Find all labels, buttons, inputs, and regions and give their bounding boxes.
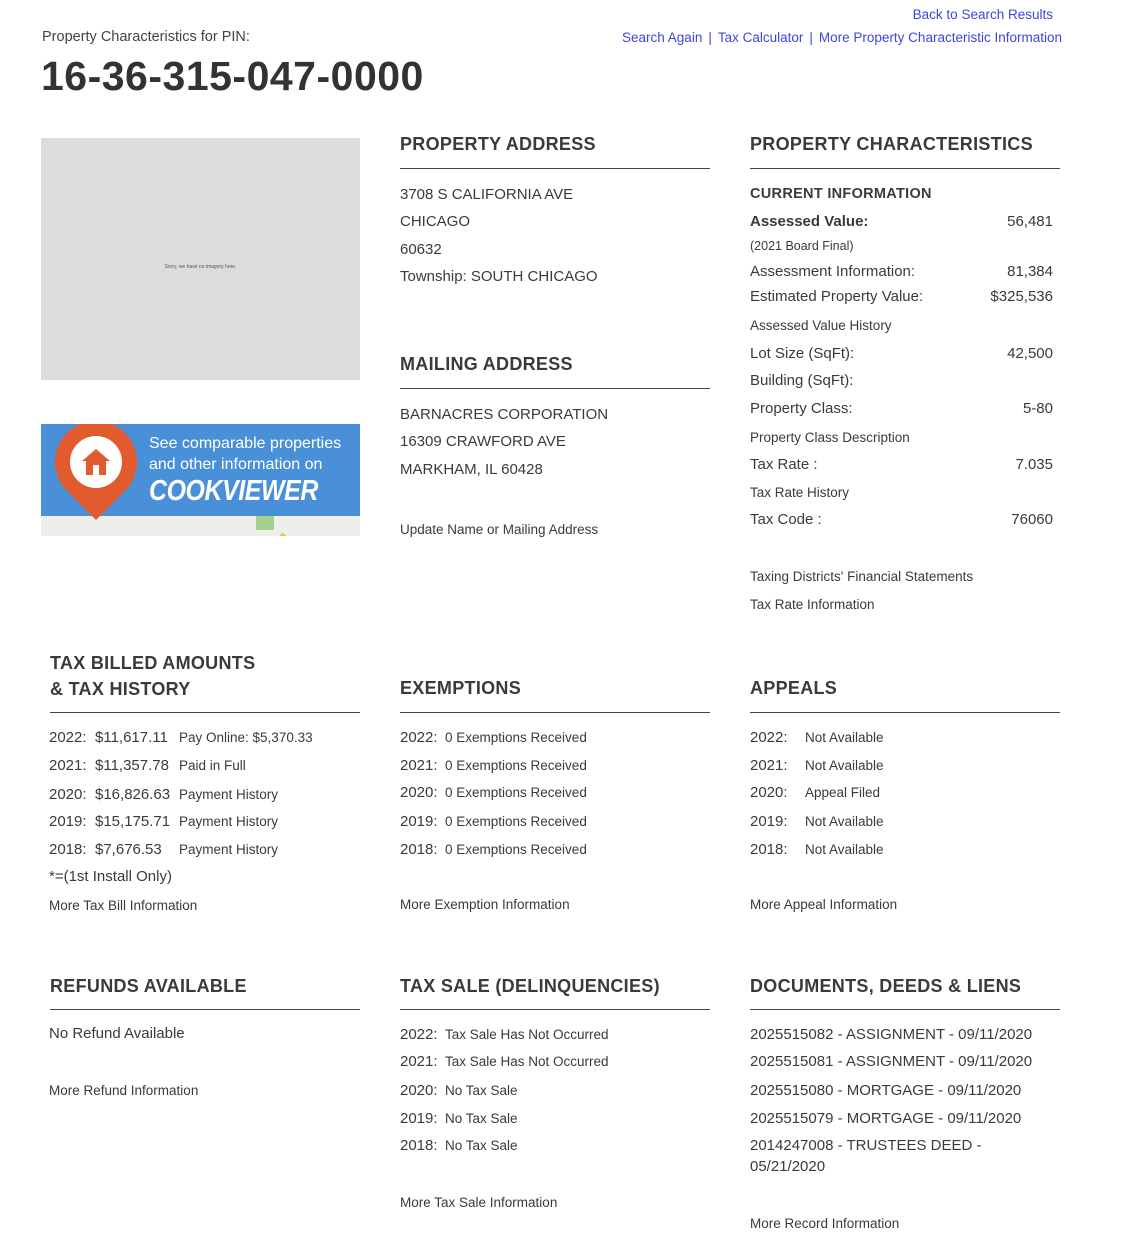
assessed-value-label: Assessed Value: <box>750 213 869 230</box>
banner-map-strip <box>41 516 360 536</box>
divider <box>400 712 710 713</box>
refunds-heading: REFUNDS AVAILABLE <box>50 976 247 996</box>
more-tax-sale-link[interactable]: More Tax Sale Information <box>400 1195 558 1210</box>
divider <box>750 712 1060 713</box>
nav-separator: | <box>809 30 813 45</box>
divider <box>50 712 360 713</box>
banner-map-park <box>256 516 274 530</box>
tax-sale-row-link[interactable]: Tax Sale Has Not Occurred <box>445 1027 609 1042</box>
tax-row-amount: $7,676.53 <box>95 841 162 858</box>
tax-calculator-link[interactable]: Tax Calculator <box>717 30 804 45</box>
cookviewer-banner[interactable] <box>41 424 360 536</box>
tax-sale-row-link[interactable]: Tax Sale Has Not Occurred <box>445 1054 609 1069</box>
divider <box>50 1009 360 1010</box>
appeal-row-link[interactable]: Not Available <box>805 842 884 857</box>
tax-row-year: 2018: <box>49 841 87 858</box>
appeal-row-year: 2018: <box>750 841 788 858</box>
assessment-info-value: 81,384 <box>1007 263 1053 280</box>
tax-rate-info-link[interactable]: Tax Rate Information <box>750 597 875 612</box>
address-street: 3708 S CALIFORNIA AVE <box>400 186 574 203</box>
appeal-row-year: 2021: <box>750 757 788 774</box>
pin-label: Property Characteristics for PIN: <box>42 29 250 45</box>
tax-billed-heading: TAX BILLED AMOUNTS <box>50 653 256 673</box>
update-mailing-link[interactable]: Update Name or Mailing Address <box>400 522 599 537</box>
assessed-value: 56,481 <box>1007 213 1053 230</box>
more-record-link[interactable]: More Record Information <box>750 1216 900 1231</box>
payment-history-link[interactable]: Payment History <box>179 814 279 829</box>
cookviewer-logo: COOKVIEWER <box>149 475 318 507</box>
address-city: CHICAGO <box>400 213 471 230</box>
top-nav <box>622 30 1062 45</box>
appeals-heading: APPEALS <box>750 678 838 698</box>
tax-sale-row-link[interactable]: No Tax Sale <box>445 1083 518 1098</box>
assessed-history-link[interactable]: Assessed Value History <box>750 318 892 333</box>
divider <box>400 388 710 389</box>
tax-sale-row-link[interactable]: No Tax Sale <box>445 1138 518 1153</box>
install-note: *=(1st Install Only) <box>49 868 172 885</box>
document-row: 2014247008 - TRUSTEES DEED - <box>750 1137 982 1154</box>
appeal-row-year: 2019: <box>750 813 788 830</box>
divider <box>750 168 1060 169</box>
home-icon <box>80 446 112 478</box>
appeal-row-year: 2020: <box>750 784 788 801</box>
appeal-row-link[interactable]: Not Available <box>805 758 884 773</box>
tax-rate-history-link[interactable]: Tax Rate History <box>750 485 850 500</box>
divider <box>400 1009 710 1010</box>
assessed-value-note: (2021 Board Final) <box>750 239 854 253</box>
tax-rate-label: Tax Rate : <box>750 456 818 473</box>
document-row: 2025515079 - MORTGAGE - 09/11/2020 <box>750 1110 1022 1127</box>
tax-sale-row-year: 2021: <box>400 1053 438 1070</box>
tax-sale-row-year: 2018: <box>400 1137 438 1154</box>
more-exemption-link[interactable]: More Exemption Information <box>400 897 570 912</box>
tax-row-year: 2022: <box>49 729 87 746</box>
characteristics-heading: PROPERTY CHARACTERISTICS <box>750 134 1033 154</box>
taxing-districts-link[interactable]: Taxing Districts' Financial Statements <box>750 569 974 584</box>
tax-sale-row-year: 2022: <box>400 1026 438 1043</box>
pin-number: 16-36-315-047-0000 <box>41 53 424 99</box>
tax-history-heading: & TAX HISTORY <box>50 679 191 699</box>
appeal-row-link[interactable]: Not Available <box>805 814 884 829</box>
tax-row-year: 2020: <box>49 786 87 803</box>
estimated-value: $325,536 <box>990 288 1053 305</box>
tax-row-year: 2019: <box>49 813 87 830</box>
appeal-row-year: 2022: <box>750 729 788 746</box>
estimated-value-label: Estimated Property Value: <box>750 288 924 305</box>
lot-size-value: 42,500 <box>1007 345 1053 362</box>
nav-separator: | <box>708 30 712 45</box>
exemption-row-year: 2019: <box>400 813 438 830</box>
documents-heading: DOCUMENTS, DEEDS & LIENS <box>750 976 1022 996</box>
address-zip: 60632 <box>400 241 442 258</box>
tax-row-year: 2021: <box>49 757 87 774</box>
mailing-line3: MARKHAM, IL 60428 <box>400 461 543 478</box>
mailing-line2: 16309 CRAWFORD AVE <box>400 433 566 450</box>
more-appeal-link[interactable]: More Appeal Information <box>750 897 898 912</box>
tax-row-amount: $15,175.71 <box>95 813 171 830</box>
document-row: 2025515082 - ASSIGNMENT - 09/11/2020 <box>750 1026 1033 1043</box>
tax-row-amount: $11,357.78 <box>95 757 169 774</box>
divider <box>400 168 710 169</box>
document-row: 2025515080 - MORTGAGE - 09/11/2020 <box>750 1082 1022 1099</box>
document-row-continued: 05/21/2020 <box>750 1158 826 1175</box>
pay-online-link[interactable]: Pay Online: $5,370.33 <box>179 730 313 745</box>
exemption-row-year: 2022: <box>400 729 438 746</box>
back-to-search-link[interactable]: Back to Search Results <box>912 7 1053 22</box>
address-township: Township: SOUTH CHICAGO <box>400 268 598 285</box>
more-refund-link[interactable]: More Refund Information <box>49 1083 199 1098</box>
banner-line2: and other information on <box>149 456 323 473</box>
paid-in-full-link[interactable]: Paid in Full <box>179 758 246 773</box>
more-tax-bill-link[interactable]: More Tax Bill Information <box>49 898 198 913</box>
appeal-row-link[interactable]: Appeal Filed <box>805 785 881 800</box>
more-characteristic-info-link[interactable]: More Property Characteristic Information <box>818 30 1062 45</box>
tax-rate-value: 7.035 <box>1015 456 1053 473</box>
mailing-line1: BARNACRES CORPORATION <box>400 406 609 423</box>
appeal-row-link[interactable]: Not Available <box>805 730 884 745</box>
property-class-value: 5-80 <box>1022 400 1053 417</box>
banner-text <box>149 433 341 475</box>
assessment-info-label: Assessment Information: <box>750 263 916 280</box>
tax-code-label: Tax Code : <box>750 511 822 528</box>
exemptions-heading: EXEMPTIONS <box>400 678 522 698</box>
tax-sale-row-year: 2020: <box>400 1082 438 1099</box>
mailing-address-heading: MAILING ADDRESS <box>400 354 573 374</box>
exemption-row-year: 2018: <box>400 841 438 858</box>
property-address-heading: PROPERTY ADDRESS <box>400 134 596 154</box>
exemption-row-link[interactable]: 0 Exemptions Received <box>445 785 587 800</box>
tax-sale-heading: TAX SALE (DELINQUENCIES) <box>400 976 660 996</box>
property-class-link[interactable]: Property Class Description <box>750 430 910 445</box>
exemption-row-year: 2021: <box>400 757 438 774</box>
property-class-label: Property Class: <box>750 400 853 417</box>
exemption-row-year: 2020: <box>400 784 438 801</box>
tax-sale-row-link[interactable]: No Tax Sale <box>445 1111 518 1126</box>
property-image-placeholder <box>41 138 360 380</box>
building-label: Building (SqFt): <box>750 372 854 389</box>
payment-history-link[interactable]: Payment History <box>179 787 279 802</box>
document-row: 2025515081 - ASSIGNMENT - 09/11/2020 <box>750 1053 1033 1070</box>
payment-history-link[interactable]: Payment History <box>179 842 279 857</box>
banner-line1: See comparable properties <box>149 435 342 452</box>
exemption-row-link[interactable]: 0 Exemptions Received <box>445 730 587 745</box>
exemption-row-link[interactable]: 0 Exemptions Received <box>445 814 587 829</box>
tax-row-amount: $16,826.63 <box>95 786 171 803</box>
exemption-row-link[interactable]: 0 Exemptions Received <box>445 842 587 857</box>
tax-sale-row-year: 2019: <box>400 1110 438 1127</box>
current-info-subheading: CURRENT INFORMATION <box>750 186 932 202</box>
tax-code-value: 76060 <box>1011 511 1053 528</box>
divider <box>750 1009 1060 1010</box>
refund-status: No Refund Available <box>49 1025 185 1042</box>
lot-size-label: Lot Size (SqFt): <box>750 345 855 362</box>
tax-row-amount: $11,617.11 <box>95 729 168 746</box>
search-again-link[interactable]: Search Again <box>622 30 703 45</box>
exemption-row-link[interactable]: 0 Exemptions Received <box>445 758 587 773</box>
no-imagery-text: Sorry, we have no imagery here. <box>164 264 237 270</box>
